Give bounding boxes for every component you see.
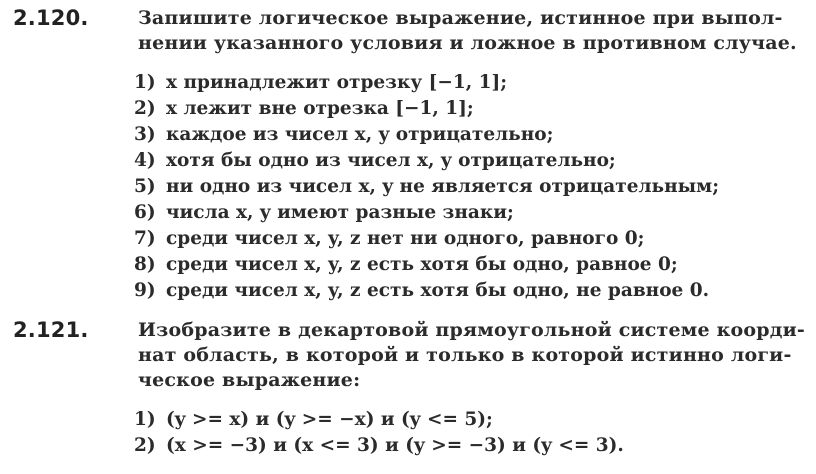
item-marker: 1)	[134, 409, 156, 430]
item-text: (x >= −3) и (x <= 3) и (y >= −3) и (y <= 3).	[166, 435, 624, 456]
item-marker: 2)	[134, 98, 156, 119]
item-text: каждое из чисел x, y отрицательно;	[166, 124, 554, 145]
item-text: среди чисел x, y, z нет ни одного, равного 0;	[166, 228, 645, 249]
item-marker: 3)	[134, 124, 156, 145]
problem-number: 2.121.	[13, 318, 89, 342]
item-marker: 8)	[134, 254, 156, 275]
list-item	[8, 226, 808, 252]
item-text: среди чисел x, y, z есть хотя бы одно, равное 0;	[166, 254, 678, 275]
list-item	[8, 252, 808, 278]
item-marker: 9)	[134, 280, 156, 301]
item-marker: 1)	[134, 72, 156, 93]
problem-number: 2.120.	[13, 6, 89, 30]
list-item	[8, 122, 808, 148]
item-marker: 5)	[134, 176, 156, 197]
item-text: среди чисел x, y, z есть хотя бы одно, не равное 0.	[166, 280, 710, 301]
item-list	[8, 70, 808, 304]
list-item	[8, 174, 808, 200]
statement-line: Изобразите в декартовой прямоугольной системе коорди-	[138, 319, 805, 341]
item-marker: 4)	[134, 150, 156, 171]
item-marker: 7)	[134, 228, 156, 249]
statement-line: нении указанного условия и ложное в противном случае.	[138, 32, 797, 54]
item-list	[8, 407, 808, 459]
item-marker: 6)	[134, 202, 156, 223]
item-text: x принадлежит отрезку [−1, 1];	[166, 72, 508, 93]
item-text: числа x, y имеют разные знаки;	[166, 202, 514, 223]
problem-statement	[8, 318, 808, 393]
item-marker: 2)	[134, 435, 156, 456]
list-item	[8, 148, 808, 174]
list-item	[8, 278, 808, 304]
item-text: хотя бы одно из чисел x, y отрицательно;	[166, 150, 616, 171]
list-item	[8, 96, 808, 122]
statement-line: нат область, в которой и только в которой истинно логи-	[138, 344, 792, 366]
list-item	[8, 70, 808, 96]
list-item	[8, 200, 808, 226]
item-text: ни одно из чисел x, y не является отрицательным;	[166, 176, 720, 197]
item-text: (y >= x) и (y >= −x) и (y <= 5);	[166, 409, 493, 430]
problem-2-121	[8, 318, 808, 459]
item-text: x лежит вне отрезка [−1, 1];	[166, 98, 474, 119]
problem-statement	[8, 6, 808, 56]
statement-line: Запишите логическое выражение, истинное при выпол-	[138, 7, 783, 29]
list-item	[8, 433, 808, 459]
problem-2-120	[8, 6, 808, 304]
statement-line: ческое выражение:	[138, 369, 361, 391]
list-item	[8, 407, 808, 433]
